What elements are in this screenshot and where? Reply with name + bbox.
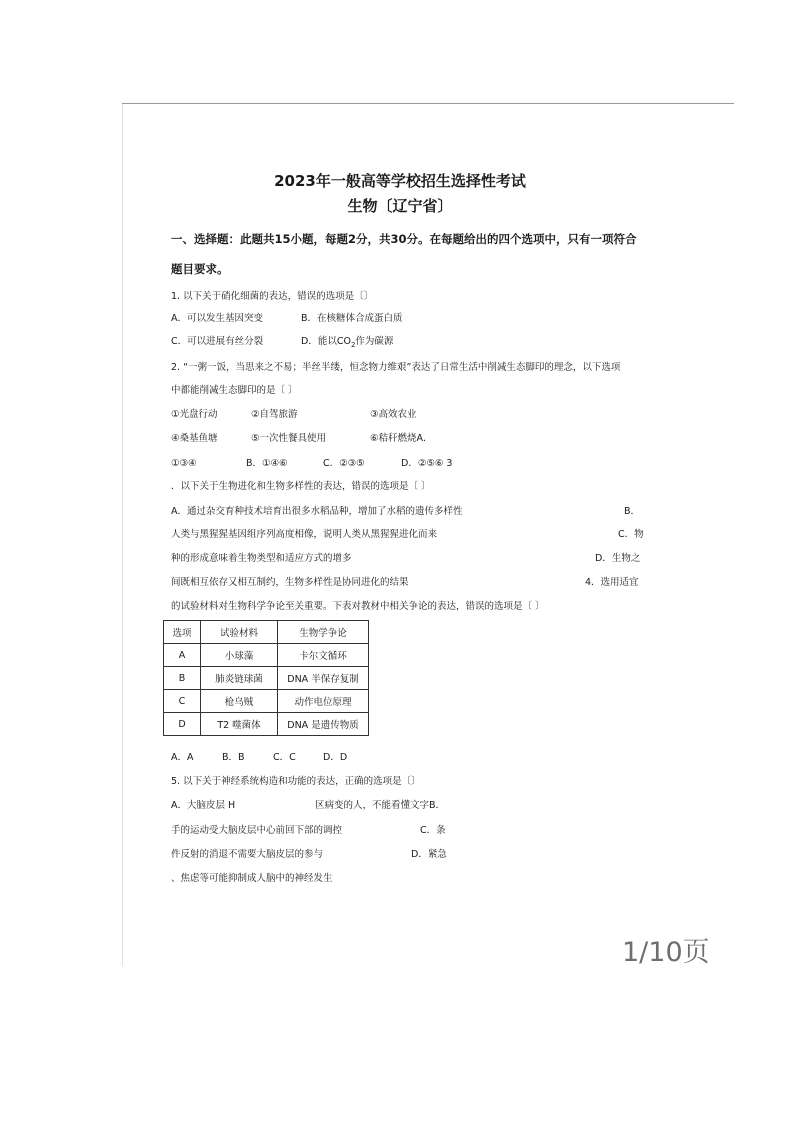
- table-row: [164, 690, 369, 713]
- exam-title: 2023年一般高等学校招生选择性考试: [274, 172, 526, 190]
- question-2-item-5: ⑤一次性餐具使用: [251, 433, 327, 444]
- section-heading: 一、选择题：此题共15小题，每题2分，共30分。在每题给出的四个选项中，只有一项符合: [171, 232, 637, 246]
- question-2-item-1: ①光盘行动: [171, 409, 218, 420]
- table-cell: C: [164, 690, 201, 713]
- question-2-choice-a: ①③④: [171, 458, 197, 469]
- question-1-option-c: C．可以进展有丝分裂: [171, 336, 264, 347]
- table-header: 生物学争论: [278, 621, 369, 644]
- table-cell: T2 噬菌体: [201, 713, 278, 736]
- table-cell: A: [164, 644, 201, 667]
- table-header: 试验材料: [201, 621, 278, 644]
- question-2-stem: 2. “一粥一饭，当思来之不易；半丝半缕，恒念物力维艰”表达了日常生活中削减生态脚印的理念，以下选项: [171, 362, 621, 373]
- question-2-item-6: ⑥秸秆燃烧A．: [370, 433, 433, 444]
- table-header: 选项: [164, 621, 201, 644]
- page-left-border: [122, 104, 123, 966]
- question-3-line-3-end: D．生物之: [595, 553, 641, 564]
- section-heading-cont: 题目要求。: [171, 262, 229, 276]
- question-3-line-2-end: C．物: [618, 529, 644, 540]
- table-cell: 枪乌贼: [201, 690, 278, 713]
- page-indicator: 1/10页: [622, 937, 710, 968]
- question-5-line-3: 件反射的消退不需要大脑皮层的参与: [171, 849, 324, 860]
- question-5-stem: 5. 以下关于神经系统构造和功能的表达，正确的选项是〔〕: [171, 776, 421, 787]
- question-1-option-d: D．能以$CO_2$作为碳源: [301, 336, 394, 349]
- question-2-choice-b: B．①④⑥: [246, 458, 288, 469]
- question-5-line-3-end: D．紧急: [411, 849, 447, 860]
- materials-table: [163, 620, 369, 736]
- table-cell: D: [164, 713, 201, 736]
- question-5-line-2-end: C．条: [420, 825, 446, 836]
- question-3-line-4-end: 4．选用适宜: [585, 577, 639, 588]
- question-3-line-3: 种的形成意味着生物类型和适应方式的增多: [171, 553, 352, 564]
- question-2-choice-c: C．②③⑤: [323, 458, 365, 469]
- table-header-row: [164, 621, 369, 644]
- table-cell: 肺炎链球菌: [201, 667, 278, 690]
- table-row: [164, 644, 369, 667]
- question-2-stem-cont: 中都能削减生态脚印的是〔 〕: [171, 385, 298, 396]
- question-5-line-1a: A．大脑皮层 H: [171, 800, 236, 811]
- exam-subtitle: 生物〔辽宁省〕: [347, 197, 453, 215]
- question-3-line-2: 人类与黑猩猩基因组序列高度相像，说明人类从黑猩猩进化而来: [171, 529, 438, 540]
- question-4-choice-c: C．C: [273, 752, 296, 763]
- table-cell: 动作电位原理: [278, 690, 369, 713]
- question-5-line-1b: 区病变的人，不能看懂文字B．: [315, 800, 446, 811]
- table-cell: 卡尔文循环: [278, 644, 369, 667]
- table-cell: 小球藻: [201, 644, 278, 667]
- question-3-line-1-end: B．: [624, 506, 641, 517]
- table-cell: DNA 是遗传物质: [278, 713, 369, 736]
- question-2-item-4: ④桑基鱼塘: [171, 433, 218, 444]
- question-3-line-4: 间既相互依存又相互制约，生物多样性是协同进化的结果: [171, 577, 409, 588]
- question-2-item-3: ③高效农业: [370, 409, 417, 420]
- question-1-stem: 1. 以下关于硝化细菌的表达，错误的选项是〔〕: [171, 291, 374, 302]
- page-top-border: [122, 103, 734, 104]
- question-1-option-b: B．在核糖体合成蛋白质: [301, 313, 403, 324]
- question-2-choice-d: D．②⑤⑥ 3: [401, 458, 453, 469]
- table-row: [164, 713, 369, 736]
- question-4-choice-a: A．A: [171, 752, 194, 763]
- question-1-option-a: A．可以发生基因突变: [171, 313, 263, 324]
- question-4-choice-b: B．B: [222, 752, 245, 763]
- question-3-line-1: A．通过杂交育种技术培育出很多水稻品种，增加了水稻的遗传多样性: [171, 506, 463, 517]
- table-cell: B: [164, 667, 201, 690]
- table-cell: DNA 半保存复制: [278, 667, 369, 690]
- question-5-line-2: 手的运动受大脑皮层中心前回下部的调控: [171, 825, 343, 836]
- question-2-item-2: ②自驾旅游: [251, 409, 298, 420]
- table-row: [164, 667, 369, 690]
- question-4-choice-d: D．D: [323, 752, 348, 763]
- question-3-stem: ．以下关于生物进化和生物多样性的表达，错误的选项是〔 〕: [171, 481, 431, 492]
- question-5-line-4: 、焦虑等可能抑制成人脑中的神经发生: [171, 873, 333, 884]
- question-4-stem: 的试验材料对生物科学争论至关重要。下表对教材中相关争论的表达，错误的选项是〔 〕: [171, 601, 545, 612]
